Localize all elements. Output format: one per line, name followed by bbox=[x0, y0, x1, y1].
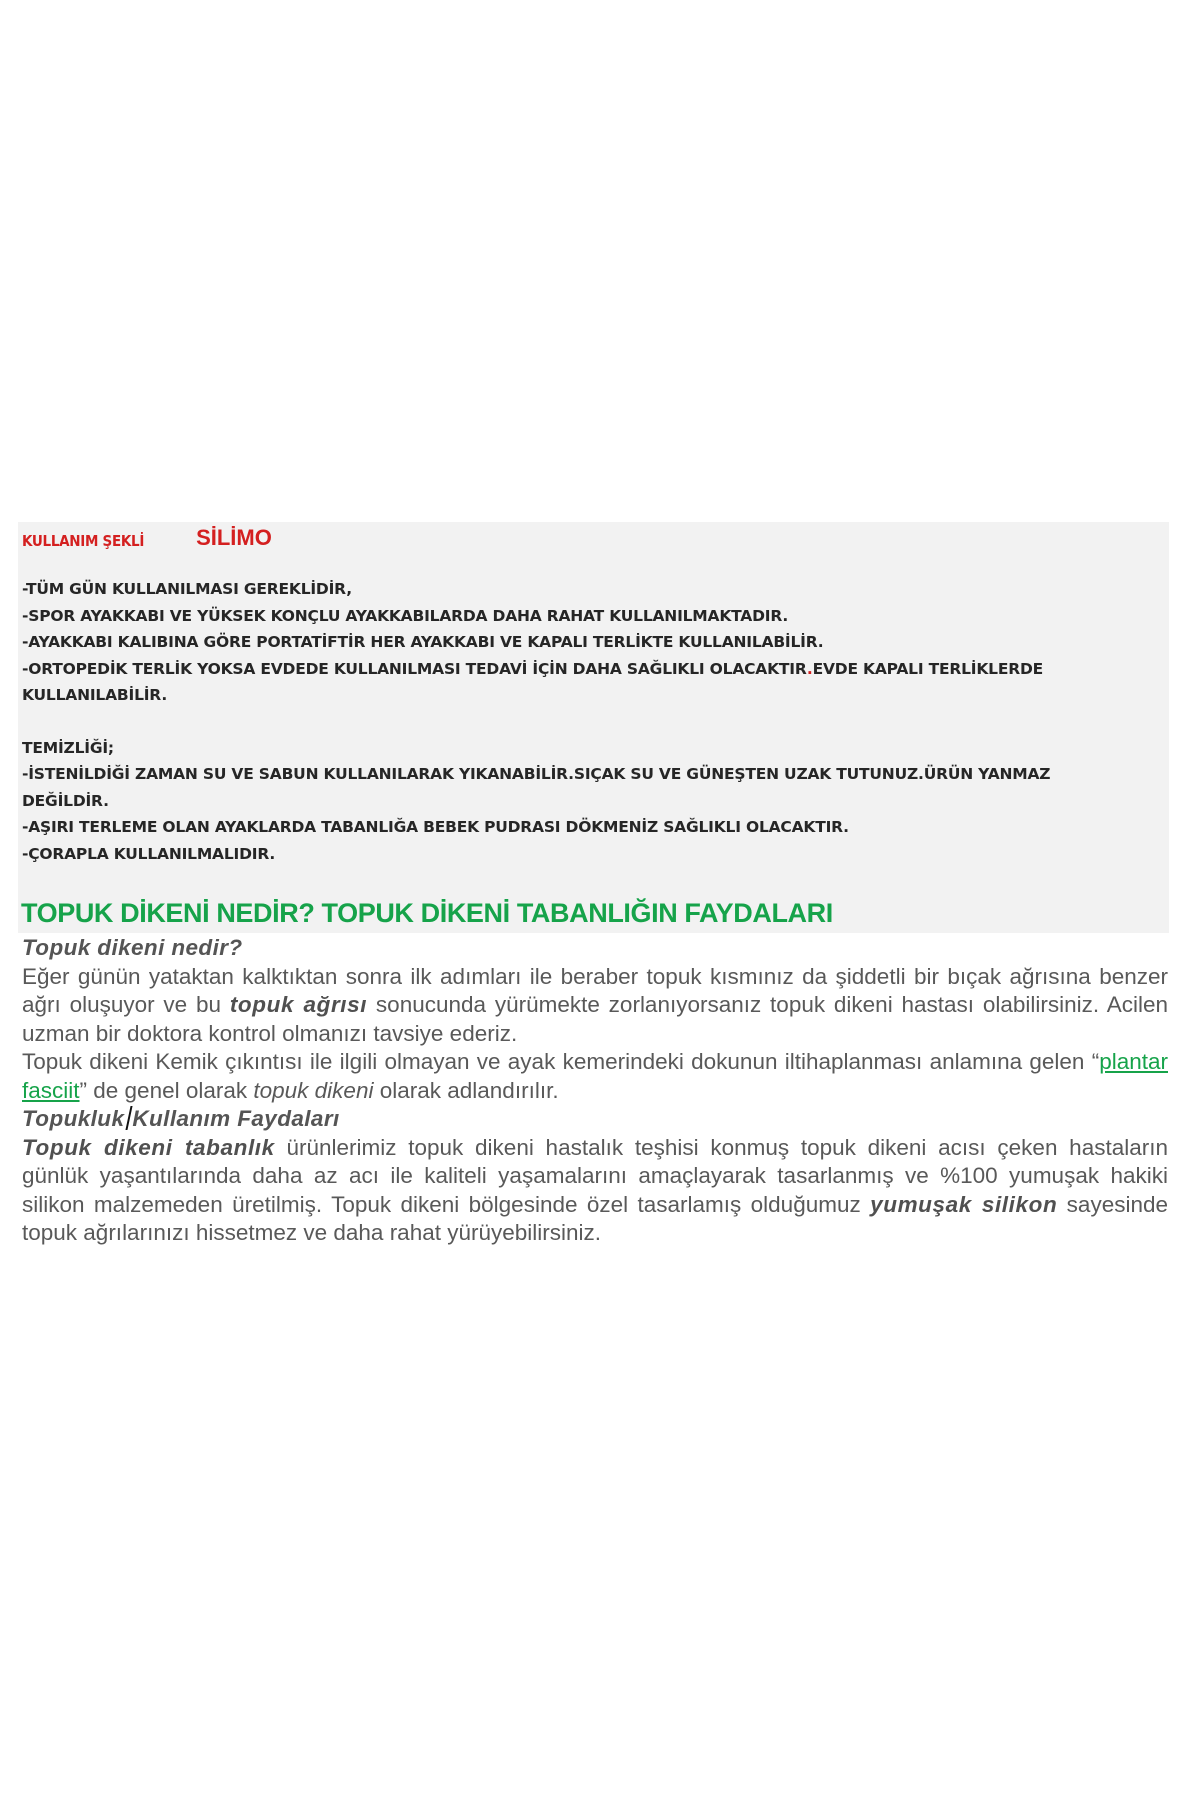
brand-name: SİLİMO bbox=[196, 525, 272, 550]
usage-line: KULLANILABİLİR. bbox=[22, 686, 168, 704]
emphasis-heel-pain: topuk ağrısı bbox=[229, 992, 368, 1017]
cleaning-line: -AŞIRI TERLEME OLAN AYAKLARDA TABANLIĞA BEBEK PUDRASI DÖKMENİZ SAĞLIKLI OLACAKTIR. bbox=[22, 818, 849, 836]
emphasis-product: Topuk dikeni tabanlık bbox=[22, 1134, 275, 1160]
article-heading: TOPUK DİKENİ NEDİR? TOPUK DİKENİ TABANLIĞIN FAYDALARI bbox=[21, 898, 833, 928]
emphasis-soft-silicone: yumuşak silikon bbox=[870, 1191, 1058, 1217]
usage-line: -AYAKKABI KALIBINA GÖRE PORTATİFTİR HER AYAKKABI VE KAPALI TERLİKTE KULLANILABİLİR. bbox=[22, 633, 824, 651]
usage-list bbox=[22, 576, 1162, 867]
usage-header bbox=[22, 526, 1162, 556]
cleaning-line: -İSTENİLDİĞİ ZAMAN SU VE SABUN KULLANILARAK YIKANABİLİR.SIÇAK SU VE GÜNEŞTEN UZAK TUTUNUZ.ÜRÜN YANMAZ bbox=[22, 765, 1051, 783]
period-mark: . bbox=[806, 659, 813, 678]
cleaning-line: -ÇORAPLA KULLANILMALIDIR. bbox=[22, 844, 276, 863]
usage-line: -TÜM GÜN KULLANILMASI GEREKLİDİR, bbox=[22, 580, 352, 598]
subheading-benefits: Topukluk Kullanım Faydaları bbox=[22, 1106, 340, 1131]
article-body bbox=[22, 934, 1168, 1248]
usage-instructions bbox=[22, 526, 1162, 867]
emphasis-heel-spur: topuk dikeni bbox=[253, 1077, 374, 1103]
usage-line: -ORTOPEDİK TERLİK YOKSA EVDEDE KULLANILMASI TEDAVİ İÇİN DAHA SAĞLIKLI OLACAKTIR.EVDE KAPALI TERLİKLERDE bbox=[22, 659, 1044, 678]
plantar-fasciitis-link[interactable]: plantar fasciit bbox=[22, 1049, 1168, 1103]
usage-line: -SPOR AYAKKABI VE YÜKSEK KONÇLU AYAKKABILARDA DAHA RAHAT KULLANILMAKTADIR. bbox=[22, 606, 789, 625]
paragraph-definition: Topuk dikeni Kemik çıkıntısı ile ilgili olmayan ve ayak kemerindeki dokunun iltihaplanması anlamına gelen “plantar fasciit” de genel olarak topuk dikeni olarak adlandırılır. bbox=[22, 1049, 1168, 1103]
paragraph-symptoms: Eğer günün yataktan kalktıktan sonra ilk adımları ile beraber topuk kısmınız da şiddetli bir bıçak ağrısına benzer ağrı oluşuyor ve bu topuk ağrısı sonucunda yürümekte zorlanıyorsanız topuk dikeni hastası olabilirsiniz. Acilen uzman bir doktora kontrol olmanızı tavsiye ederiz. bbox=[22, 963, 1168, 1046]
usage-title: KULLANIM ŞEKLİ bbox=[22, 532, 145, 550]
subheading-what-is: Topuk dikeni nedir? bbox=[22, 935, 243, 960]
cleaning-title: TEMİZLİĞİ; bbox=[22, 738, 114, 757]
cleaning-line: DEĞİLDİR. bbox=[22, 791, 109, 810]
paragraph-product: Topuk dikeni tabanlık ürünlerimiz topuk dikeni hastalık teşhisi konmuş topuk dikeni acısı çeken hastaların günlük yaşantılarında daha az acı ile kaliteli yaşamalarını amaçlayarak tasarlanmış ve %100 yumuşak hakiki silikon malzemeden üretilmiş. Topuk dikeni bölgesinde özel tasarlamış olduğumuz yumuşak silikon sayesinde topuk ağrılarınızı hissetmez ve daha rahat yürüyebilirsiniz. bbox=[22, 1134, 1169, 1245]
